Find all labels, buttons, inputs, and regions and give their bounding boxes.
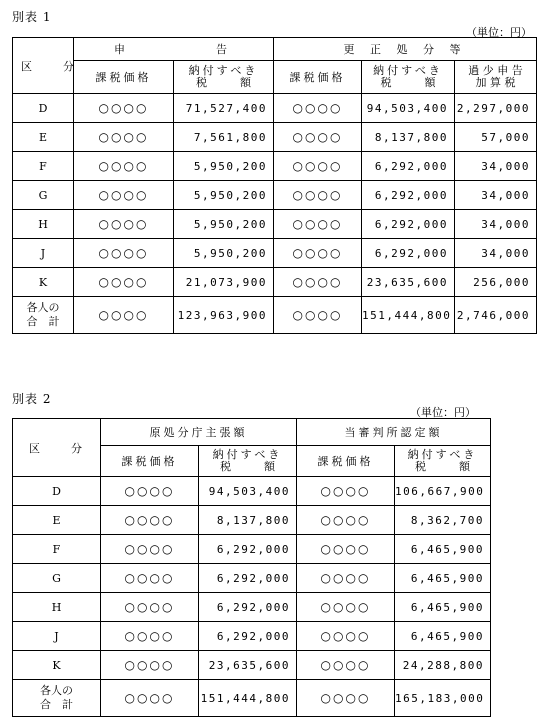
declared-tax: 5,950,200: [174, 152, 274, 181]
declared-value: ○○○○: [74, 123, 174, 152]
corrected-value: ○○○○: [274, 123, 362, 152]
row-name: J: [13, 622, 101, 651]
declared-value: ○○○○: [74, 268, 174, 297]
declared-tax: 5,950,200: [174, 181, 274, 210]
corrected-tax: 6,292,000: [362, 210, 455, 239]
declared-tax: 5,950,200: [174, 239, 274, 268]
table-row: [13, 564, 491, 593]
original-tax: 8,137,800: [199, 506, 297, 535]
tribunal-tax: 6,465,900: [395, 535, 491, 564]
declared-tax: 71,527,400: [174, 94, 274, 123]
declared-tax: 21,073,900: [174, 268, 274, 297]
row-name: K: [13, 651, 101, 680]
declared-value: ○○○○: [74, 210, 174, 239]
corrected-value: ○○○○: [274, 152, 362, 181]
table1-title: 別表 1: [12, 10, 52, 24]
original-tax: 6,292,000: [199, 535, 297, 564]
tribunal-tax: 6,465,900: [395, 622, 491, 651]
tribunal-value: ○○○○: [297, 593, 395, 622]
t2-header-category: 区 分: [13, 419, 101, 477]
row-name: D: [13, 94, 74, 123]
t2-header-tribunal-value: 課税価格: [297, 446, 395, 477]
penalty: 34,000: [455, 210, 537, 239]
t2-header-original-value: 課税価格: [101, 446, 199, 477]
t2-header-original: 原処分庁主張額: [101, 419, 297, 446]
table-row: [13, 94, 537, 123]
penalty: 34,000: [455, 239, 537, 268]
original-value: ○○○○: [101, 506, 199, 535]
table-row: [13, 239, 537, 268]
t1-header-corrected: 更 正 処 分 等: [274, 38, 537, 61]
t1-header-penalty: 過 少 申 告 加 算 税: [455, 61, 537, 94]
row-name: J: [13, 239, 74, 268]
total-label: 各人の 合 計: [13, 680, 101, 717]
total-original-value: ○○○○: [101, 680, 199, 717]
row-name: E: [13, 123, 74, 152]
t1-header-corrected-value: 課税価格: [274, 61, 362, 94]
original-value: ○○○○: [101, 593, 199, 622]
total-corrected-tax: 151,444,800: [362, 297, 455, 334]
total-tribunal-tax: 165,183,000: [395, 680, 491, 717]
corrected-value: ○○○○: [274, 268, 362, 297]
table2-unit: （単位：円）: [410, 406, 476, 419]
corrected-value: ○○○○: [274, 181, 362, 210]
row-name: H: [13, 210, 74, 239]
row-name: G: [13, 564, 101, 593]
total-original-tax: 151,444,800: [199, 680, 297, 717]
row-name: E: [13, 506, 101, 535]
corrected-tax: 6,292,000: [362, 239, 455, 268]
table2: [12, 418, 491, 717]
corrected-tax: 6,292,000: [362, 181, 455, 210]
tribunal-value: ○○○○: [297, 477, 395, 506]
penalty: 2,297,000: [455, 94, 537, 123]
row-name: D: [13, 477, 101, 506]
table1: [12, 37, 537, 334]
penalty: 34,000: [455, 181, 537, 210]
t1-header-declared-value: 課税価格: [74, 61, 174, 94]
original-tax: 6,292,000: [199, 622, 297, 651]
penalty: 256,000: [455, 268, 537, 297]
tribunal-tax: 106,667,900: [395, 477, 491, 506]
original-tax: 94,503,400: [199, 477, 297, 506]
corrected-value: ○○○○: [274, 94, 362, 123]
corrected-tax: 94,503,400: [362, 94, 455, 123]
row-name: K: [13, 268, 74, 297]
total-declared-value: ○○○○: [74, 297, 174, 334]
t2-header-tribunal-tax: 納付すべき 税 額: [395, 446, 491, 477]
corrected-tax: 23,635,600: [362, 268, 455, 297]
table-row: [13, 268, 537, 297]
table-row: [13, 181, 537, 210]
row-name: H: [13, 593, 101, 622]
table-row: [13, 506, 491, 535]
t2-header-original-tax: 納付すべき 税 額: [199, 446, 297, 477]
penalty: 57,000: [455, 123, 537, 152]
total-corrected-value: ○○○○: [274, 297, 362, 334]
table2-title: 別表 2: [12, 392, 52, 406]
total-row: [13, 680, 491, 717]
original-value: ○○○○: [101, 564, 199, 593]
row-name: F: [13, 152, 74, 181]
tribunal-tax: 6,465,900: [395, 564, 491, 593]
table-row: [13, 535, 491, 564]
table-row: [13, 210, 537, 239]
table-row: [13, 622, 491, 651]
original-value: ○○○○: [101, 477, 199, 506]
tribunal-tax: 8,362,700: [395, 506, 491, 535]
tribunal-value: ○○○○: [297, 651, 395, 680]
original-tax: 6,292,000: [199, 564, 297, 593]
declared-value: ○○○○: [74, 94, 174, 123]
original-tax: 6,292,000: [199, 593, 297, 622]
total-label: 各人の 合 計: [13, 297, 74, 334]
original-value: ○○○○: [101, 535, 199, 564]
table-row: [13, 477, 491, 506]
total-tribunal-value: ○○○○: [297, 680, 395, 717]
t1-header-corrected-tax: 納付すべき 税 額: [362, 61, 455, 94]
declared-tax: 5,950,200: [174, 210, 274, 239]
t1-header-category: 区 分: [13, 38, 74, 94]
t2-header-tribunal: 当審判所認定額: [297, 419, 491, 446]
tribunal-value: ○○○○: [297, 622, 395, 651]
table-row: [13, 651, 491, 680]
table-row: [13, 123, 537, 152]
tribunal-tax: 6,465,900: [395, 593, 491, 622]
tribunal-value: ○○○○: [297, 506, 395, 535]
original-value: ○○○○: [101, 622, 199, 651]
tribunal-value: ○○○○: [297, 535, 395, 564]
declared-tax: 7,561,800: [174, 123, 274, 152]
declared-value: ○○○○: [74, 152, 174, 181]
tribunal-value: ○○○○: [297, 564, 395, 593]
t1-header-declared-tax: 納付すべき 税 額: [174, 61, 274, 94]
corrected-value: ○○○○: [274, 239, 362, 268]
original-tax: 23,635,600: [199, 651, 297, 680]
corrected-value: ○○○○: [274, 210, 362, 239]
original-value: ○○○○: [101, 651, 199, 680]
table-row: [13, 593, 491, 622]
declared-value: ○○○○: [74, 181, 174, 210]
tribunal-tax: 24,288,800: [395, 651, 491, 680]
declared-value: ○○○○: [74, 239, 174, 268]
penalty: 34,000: [455, 152, 537, 181]
table1-unit: （単位：円）: [466, 26, 532, 39]
total-row: [13, 297, 537, 334]
table-row: [13, 152, 537, 181]
corrected-tax: 6,292,000: [362, 152, 455, 181]
t1-header-declared: 申 告: [74, 38, 274, 61]
row-name: F: [13, 535, 101, 564]
row-name: G: [13, 181, 74, 210]
corrected-tax: 8,137,800: [362, 123, 455, 152]
total-declared-tax: 123,963,900: [174, 297, 274, 334]
total-penalty: 2,746,000: [455, 297, 537, 334]
